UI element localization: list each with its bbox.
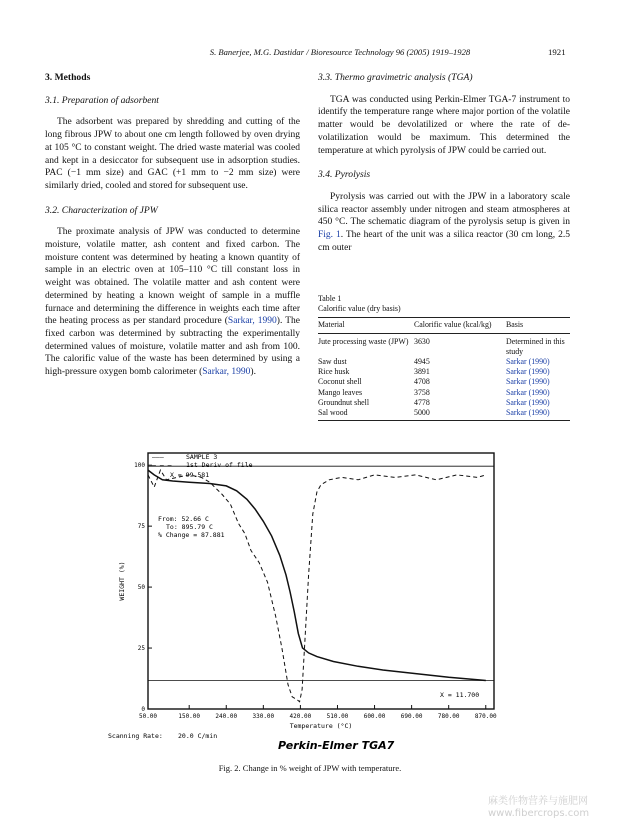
table-cell-value: 4945: [414, 356, 430, 366]
table-row: [318, 388, 570, 398]
y-tick-label: 75: [137, 523, 145, 531]
table-cell-value: 4708: [414, 377, 430, 387]
x-tick-label: 780.00: [437, 713, 460, 720]
paragraph-text: The proximate analysis of JPW was conducted to determine moisture, volatile matter, ash content and fixed carbon. The moisture content was determined by heating a known quantity of sample in an electric oven at 105–110 °C till constant loss in weight was obtained. The volatile matter and ash content were determined by heating a known weight of sample in a muffle furnace and determining the difference in weights each time after the heating process as per standard procedure (: [45, 227, 300, 327]
table-cell-material: Groundnut shell: [318, 397, 370, 407]
figure-caption: Fig. 2. Change in % weight of JPW with temperature.: [218, 763, 402, 773]
bottom-marker-label: X = 11.700: [440, 691, 480, 699]
table-cell-basis: Determined in this study: [506, 336, 565, 356]
paragraph-pyrolysis: [318, 191, 570, 255]
running-head: S. Banerjee, M.G. Dastidar / Bioresource Technology 96 (2005) 1919–1928: [209, 47, 471, 57]
x-tick-label: 420.00: [289, 713, 312, 720]
table-row: [318, 367, 570, 377]
table-cell-material: Jute processing waste (JPW): [318, 336, 409, 346]
table-cell-material: Saw dust: [318, 356, 347, 366]
table-row: [318, 333, 570, 357]
column-header: Calorific value (kcal/kg): [414, 318, 506, 334]
y-tick-label: 100: [134, 462, 145, 470]
instrument-brand: Perkin-Elmer TGA7: [278, 739, 395, 752]
step-from-label: From: 52.66 C: [158, 515, 209, 523]
table-cell-value: 3891: [414, 367, 430, 377]
paragraph-text: ). The fixed carbon was determined by subtracting the experimentally determined values of moisture, volatile matter and ash from 100. The calorific value of the waste has been determined by using a high-pressure oxygen bomb calorimeter (: [45, 316, 300, 378]
legend: [152, 453, 253, 469]
plot-frame: [148, 453, 494, 709]
table-label: Table 1: [318, 294, 342, 303]
subsection-title-characterization: 3.2. Characterization of JPW: [45, 204, 158, 216]
legend-item-derivative: 1st Deriv of file: [186, 461, 253, 469]
paragraph-characterization: [45, 226, 300, 378]
page-number: 1921: [548, 47, 566, 57]
table-caption: Calorific value (dry basis): [318, 304, 401, 313]
table-cell-value: 3630: [414, 336, 430, 346]
subsection-title-preparation: 3.1. Preparation of adsorbent: [45, 94, 159, 106]
table-cell-material: Rice husk: [318, 367, 350, 377]
citation-link[interactable]: Sarkar, 1990: [227, 316, 277, 327]
citation-link[interactable]: Sarkar, 1990: [202, 367, 251, 378]
table-cell-basis[interactable]: Sarkar (1990): [506, 397, 550, 407]
y-axis-label: WEIGHT (%): [118, 561, 126, 601]
table-header-row: [318, 318, 570, 334]
paragraph-text: ).: [250, 367, 256, 378]
top-marker-label: X = 99.581: [170, 471, 210, 479]
figure-link[interactable]: Fig. 1: [318, 230, 341, 241]
legend-item-sample: SAMPLE 3: [186, 453, 218, 461]
table-cell-basis[interactable]: Sarkar (1990): [506, 377, 550, 387]
x-tick-label: 150.00: [178, 713, 201, 720]
y-tick-label: 50: [137, 584, 145, 592]
legend-solid-prefix: ———: [152, 453, 164, 461]
table-cell-value: 3758: [414, 387, 430, 397]
table-cell-material: Sal wood: [318, 408, 414, 421]
subsection-title-tga: 3.3. Thermo gravimetric analysis (TGA): [318, 72, 473, 83]
x-tick-label: 600.00: [363, 713, 386, 720]
table-cell-value: 5000: [414, 408, 506, 421]
y-tick-label: 25: [137, 645, 145, 653]
x-axis-label: Temperature (°C): [289, 722, 353, 730]
table-cell-material: Coconut shell: [318, 377, 362, 387]
table-cell-basis[interactable]: Sarkar (1990): [506, 387, 550, 397]
legend-dashed-prefix: — — —: [152, 461, 172, 469]
column-header: Material: [318, 318, 414, 334]
table-cell-value: 4778: [414, 397, 430, 407]
x-tick-label: 870.00: [474, 713, 497, 720]
figure-2: [108, 447, 513, 757]
paragraph-text: . The heart of the unit was a silica reactor (30 cm long, 2.5 cm outer: [318, 230, 570, 253]
table-cell-basis[interactable]: Sarkar (1990): [506, 408, 570, 421]
x-tick-label: 240.00: [215, 713, 238, 720]
watermark: 麻类作物营养与施肥网 www.fibercrops.com: [488, 796, 590, 819]
table-cell-basis[interactable]: Sarkar (1990): [506, 367, 550, 377]
paragraph-preparation: The adsorbent was prepared by shredding and cutting of the long fibrous JPW to about one cm length followed by oven drying at 105 °C to constant weight. The dried waste material was cooled and kept in a desiccator for subsequent use in adsorption studies. PAC (−1 mm size) and GAC (+1 mm to −2 mm size) were similarly dried, cooled and stored for subsequent use.: [45, 117, 300, 191]
scanning-rate-label: Scanning Rate:: [108, 732, 163, 740]
table-row: [318, 357, 570, 367]
x-tick-label: 510.00: [326, 713, 349, 720]
x-tick-label: 50.00: [138, 713, 158, 720]
right-column: [318, 72, 570, 254]
step-to-label: To: 895.79 C: [166, 523, 213, 531]
calorific-table: [318, 317, 570, 421]
table-cell-material: Mango leaves: [318, 387, 363, 397]
x-tick-label: 690.00: [400, 713, 423, 720]
left-column: [45, 72, 300, 379]
paragraph-text: Pyrolysis was carried out with the JPW in a laboratory scale silica reactor assembly under nitrogen and steam atmospheres at 450 °C. The schematic diagram of the pyrolysis setup is given in: [318, 191, 570, 228]
column-header: Basis: [506, 318, 570, 334]
table-row: [318, 398, 570, 408]
scanning-rate-value: 20.0 C/min: [178, 732, 218, 740]
subsection-title-pyrolysis: 3.4. Pyrolysis: [318, 169, 371, 181]
weight-curve: [148, 470, 486, 680]
paragraph-tga: TGA was conducted using Perkin-Elmer TGA-7 instrument to identify the temperature range where major portion of the volatile matter would be devolatilized or where the rate of de-volatilization would be maximum. This determined the temperature at which pyrolysis of JPW could be carried out.: [318, 94, 570, 156]
y-tick-label: 0: [141, 706, 145, 713]
table-row: [318, 377, 570, 387]
tga-chart: [108, 447, 513, 757]
table-cell-basis[interactable]: Sarkar (1990): [506, 356, 550, 366]
step-change-label: % Change = 87.881: [158, 531, 225, 539]
table-row: [318, 408, 570, 421]
derivative-curve: [148, 470, 486, 702]
table-1: [318, 294, 570, 421]
section-title: 3. Methods: [45, 72, 91, 83]
x-tick-label: 330.00: [252, 713, 275, 720]
